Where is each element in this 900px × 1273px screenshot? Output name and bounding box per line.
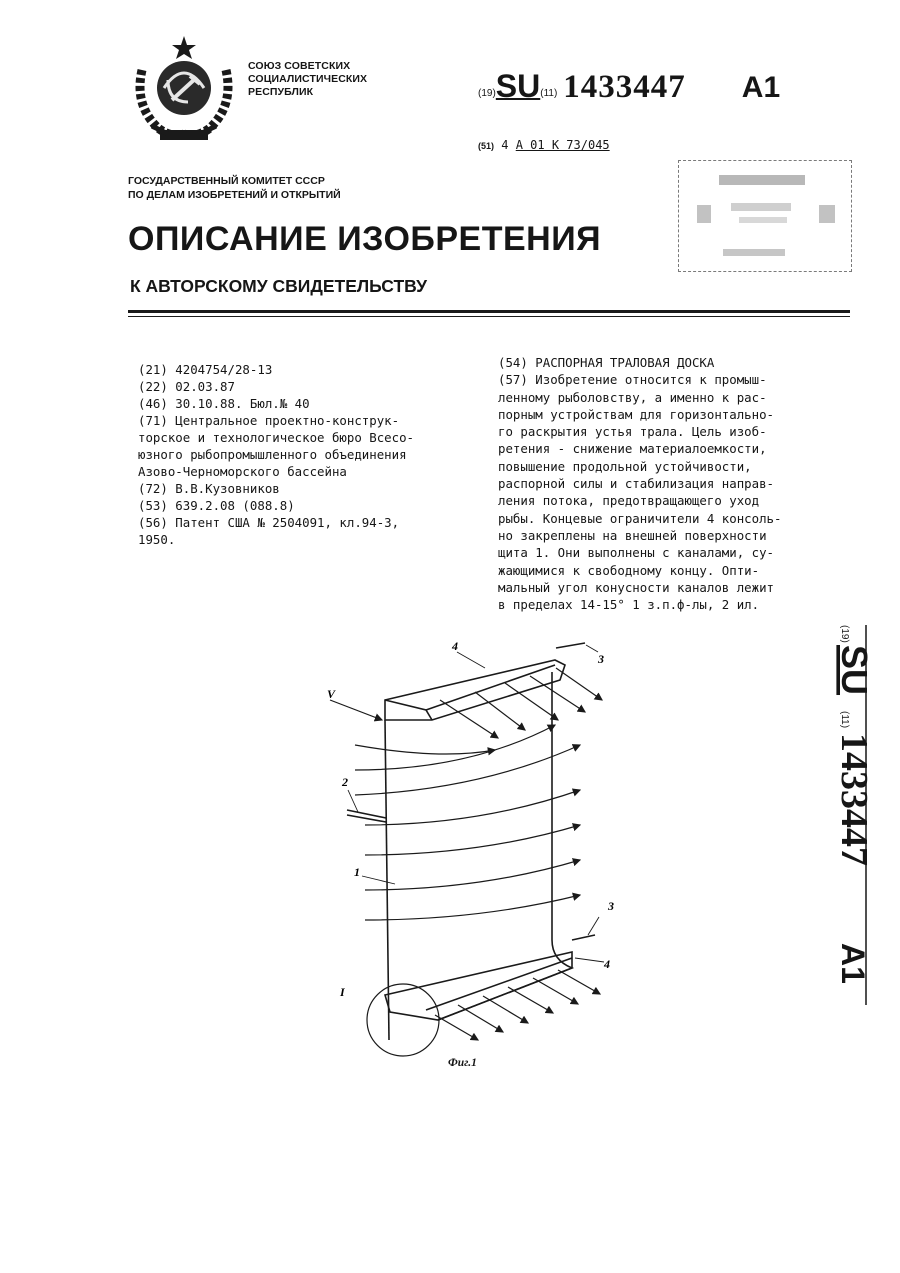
country-code: SU	[495, 68, 541, 104]
ipc-tag: (51)	[478, 141, 495, 151]
figure-label: V	[327, 687, 336, 701]
side-number: 1433447	[833, 733, 875, 866]
figure-label: 3	[598, 652, 604, 666]
vertical-publication-number	[828, 625, 880, 1005]
abstract-line: распорной силы и стабилизация направ-	[498, 476, 775, 492]
biblio-line: (21) 4204754/28-13	[138, 362, 273, 377]
side-kind: A1	[835, 943, 871, 984]
ussr-name	[248, 60, 367, 99]
committee-line: ГОСУДАРСТВЕННЫЙ КОМИТЕТ СССР	[128, 175, 325, 187]
side-number-tag: (11)	[839, 711, 850, 729]
figure-label: 4	[604, 957, 610, 971]
side-country-tag: (19)	[839, 625, 850, 643]
divider	[128, 310, 850, 313]
abstract	[498, 354, 850, 613]
org-line: СОЮЗ СОВЕТСКИХ	[248, 60, 351, 72]
side-country: SU	[834, 645, 875, 696]
abstract-line: (57) Изобретение относится к промыш-	[498, 372, 767, 388]
biblio-line: (22) 02.03.87	[138, 379, 235, 394]
abstract-line: ретения - снижение материалоемкости,	[498, 441, 767, 457]
figure-label: 4	[452, 639, 458, 653]
figure-label: 2	[342, 775, 348, 789]
number-tag: (11)	[540, 88, 558, 99]
biblio-line: 1950.	[138, 532, 176, 547]
committee-line: ПО ДЕЛАМ ИЗОБРЕТЕНИЙ И ОТКРЫТИЙ	[128, 189, 341, 201]
country-code-tag: (19)	[478, 88, 496, 99]
biblio-line: (72) В.В.Кузовников	[138, 481, 280, 496]
org-line: СОЦИАЛИСТИЧЕСКИХ	[248, 73, 368, 85]
library-stamp	[678, 160, 852, 272]
page-subtitle: К АВТОРСКОМУ СВИДЕТЕЛЬСТВУ	[130, 276, 428, 296]
stamp-marks	[679, 161, 851, 271]
biblio-line: (56) Патент США № 2504091, кл.94-3,	[138, 515, 400, 530]
bibliographic-data	[138, 361, 468, 548]
abstract-line: но закреплены на внешней поверхности	[498, 527, 767, 543]
abstract-line: щита 1. Они выполнены с каналами, су-	[498, 545, 775, 561]
figure-label: 1	[354, 865, 360, 879]
publication-number	[478, 68, 780, 106]
org-line: РЕСПУБЛИК	[248, 86, 314, 98]
figure-label: I	[340, 985, 345, 999]
abstract-line: рыбы. Концевые ограничители 4 консоль-	[498, 510, 782, 526]
state-committee	[128, 174, 341, 202]
ipc-class: A 01 K 73/045	[515, 138, 610, 152]
figure-1	[300, 620, 620, 1060]
ipc-edition: 4	[501, 138, 509, 152]
abstract-line: повышение продольной устойчивости,	[498, 458, 752, 474]
flow-lines	[330, 668, 602, 1040]
abstract-line: ления потока, предотвращающего уход	[498, 493, 760, 509]
abstract-line: в пределах 14-15° 1 з.п.ф-лы, 2 ил.	[498, 597, 760, 613]
biblio-line: (53) 639.2.08 (088.8)	[138, 498, 295, 513]
abstract-line: ленному рыболовству, а именно к рас-	[498, 389, 767, 405]
ipc-classification	[478, 138, 610, 152]
biblio-line: (46) 30.10.88. Бюл.№ 40	[138, 396, 310, 411]
biblio-line: юзного рыбопромышленного объединения	[138, 447, 407, 462]
abstract-line: мальный угол конусности каналов лежит	[498, 579, 775, 595]
ussr-emblem	[124, 30, 244, 150]
biblio-line: торское и технологическое бюро Всесо-	[138, 430, 415, 445]
invention-title: (54) РАСПОРНАЯ ТРАЛОВАЯ ДОСКА	[498, 355, 715, 370]
trawl-board-drawing	[347, 643, 595, 1056]
page-title: ОПИСАНИЕ ИЗОБРЕТЕНИЯ	[128, 220, 602, 258]
figure-caption: Фиг.1	[448, 1057, 477, 1069]
figure-label: 3	[608, 899, 614, 913]
biblio-line: Азово-Черноморского бассейна	[138, 464, 347, 479]
biblio-line: (71) Центральное проектно-конструк-	[138, 413, 400, 428]
abstract-line: жающимися к свободному концу. Опти-	[498, 562, 760, 578]
kind-code: A1	[741, 71, 781, 104]
patent-number: 1433447	[563, 69, 686, 105]
abstract-line: го раскрытия устья трала. Цель изоб-	[498, 424, 767, 440]
abstract-line: порным устройствам для горизонтально-	[498, 406, 775, 422]
divider	[128, 316, 850, 317]
